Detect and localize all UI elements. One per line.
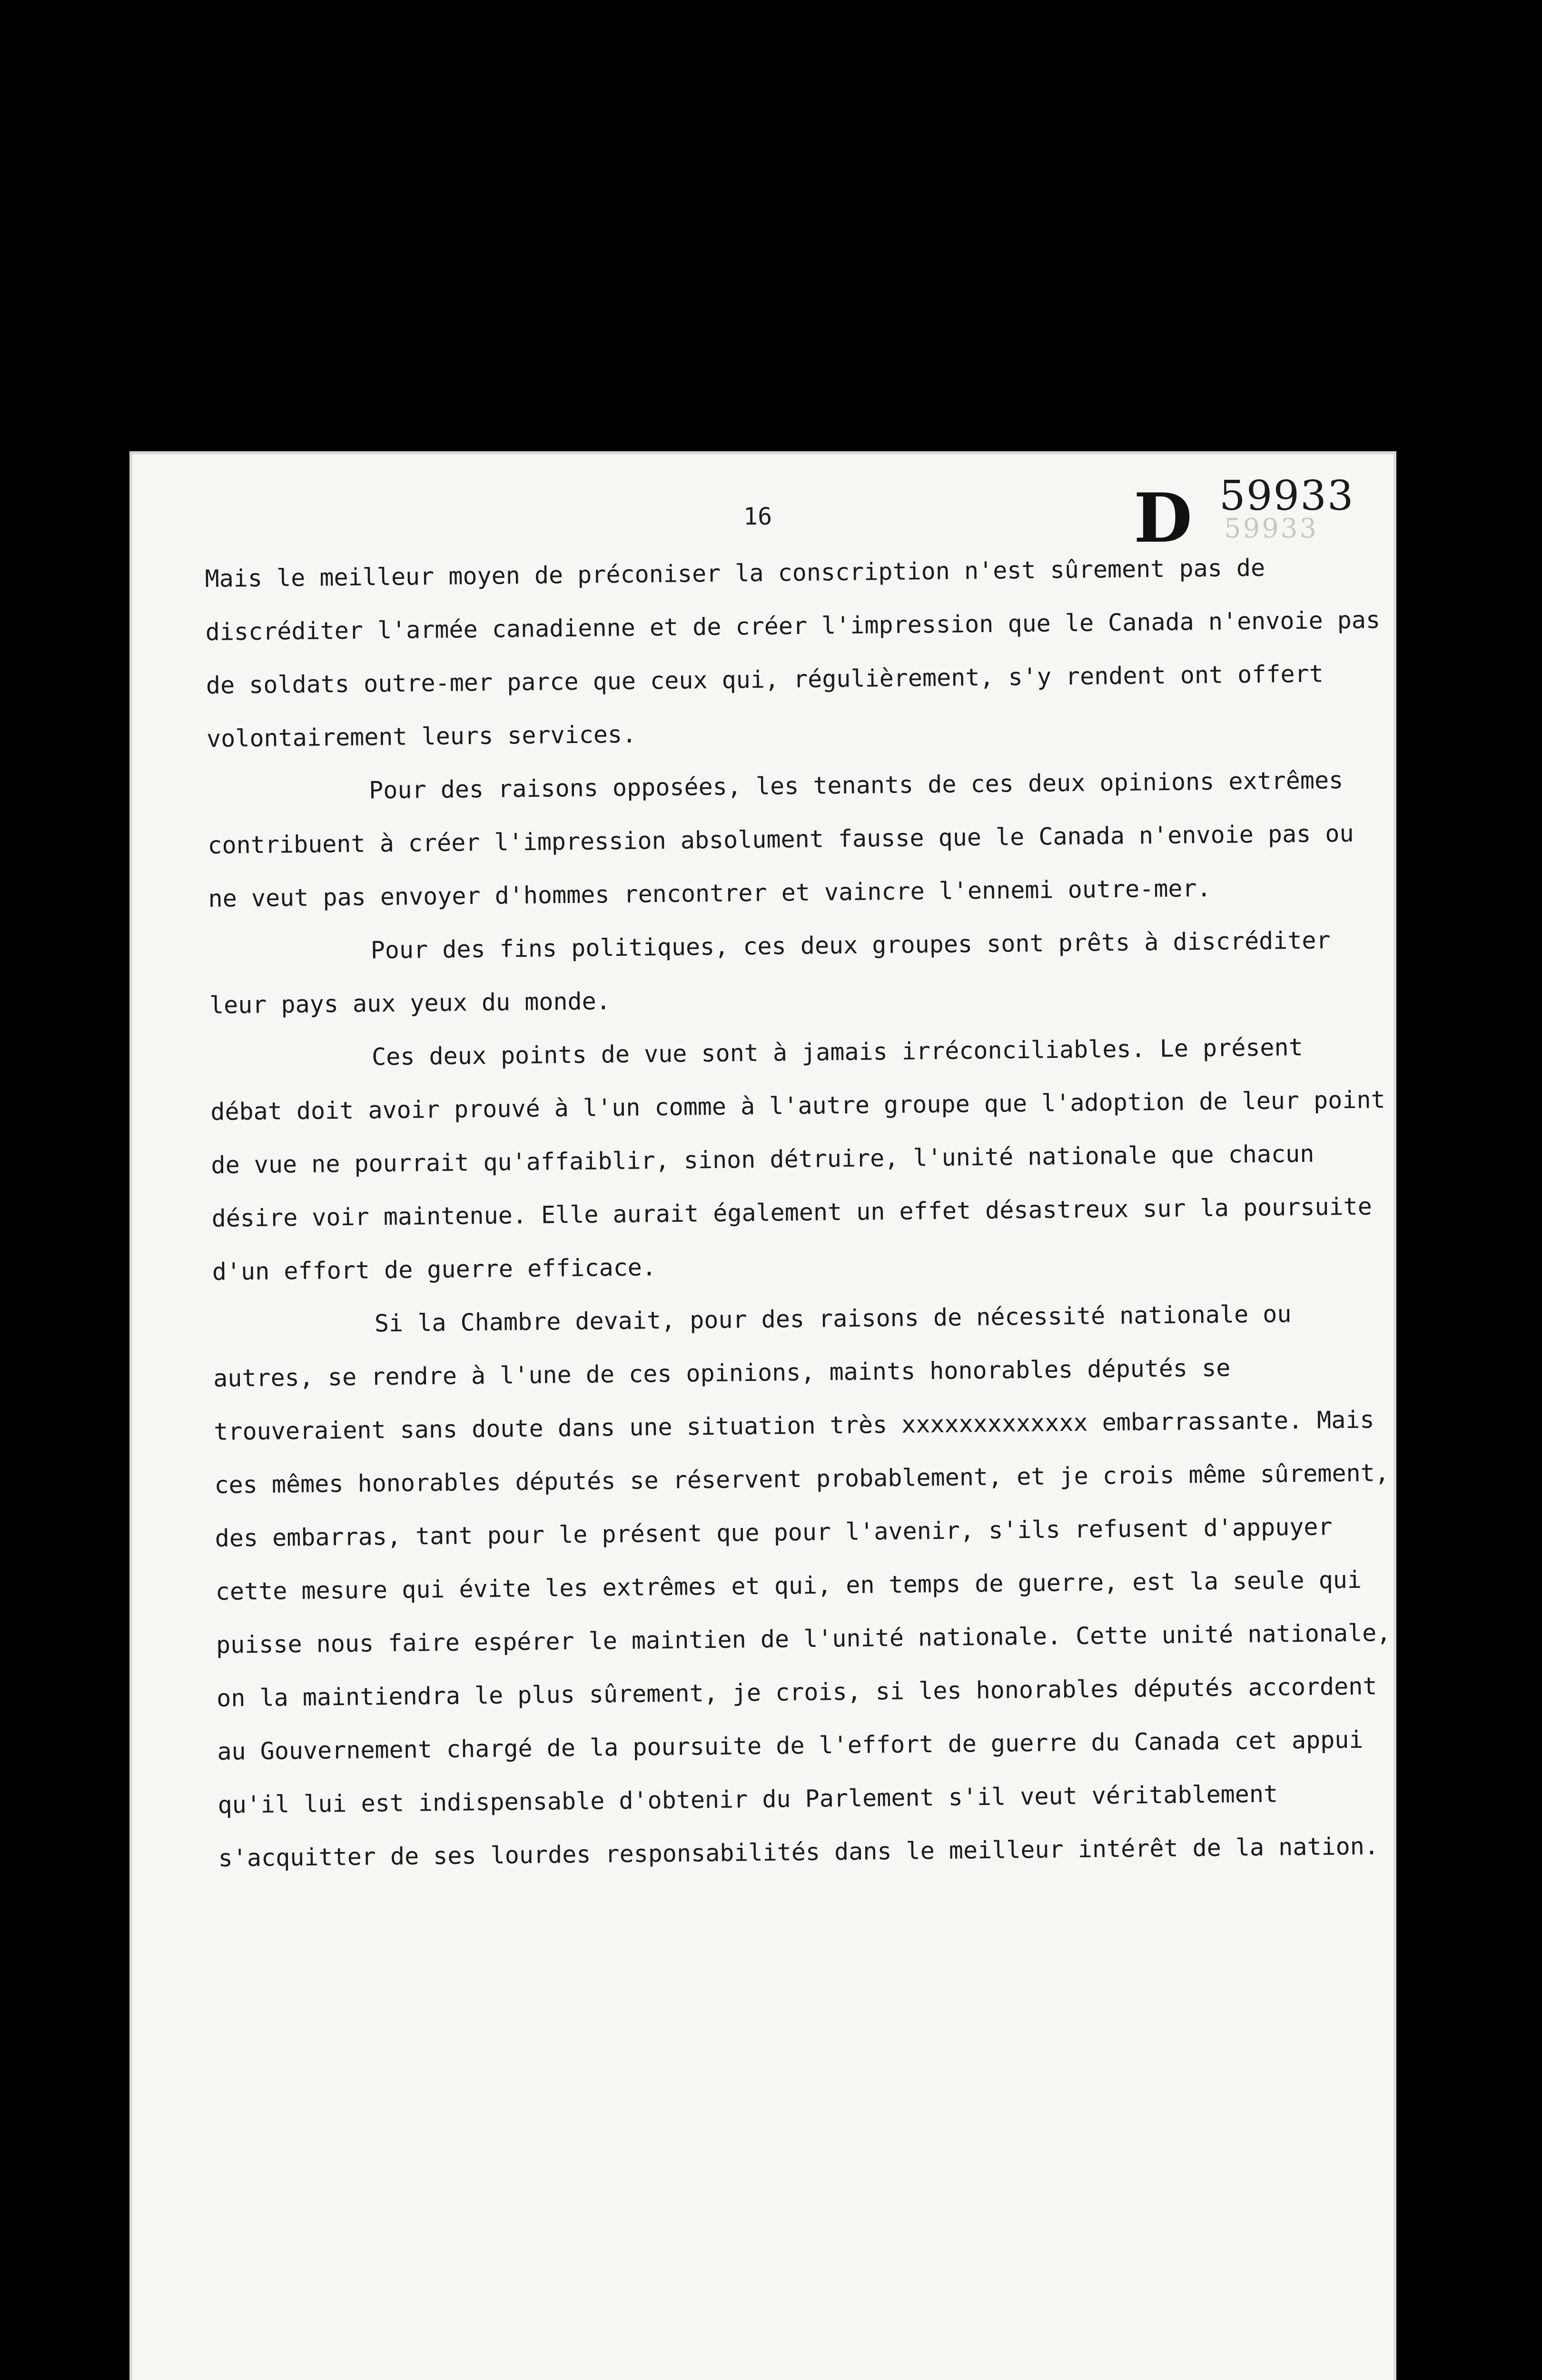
paragraph-3: Pour des fins politiques, ces deux groupes sont prêts à discréditer leur pays aux yeux du monde. [209,926,1345,1019]
archive-stamp-ghost-number: 59933 [1224,513,1319,544]
document-page [129,451,1405,2380]
paragraph-4: Ces deux points de vue sont à jamais irréconciliables. Le présent débat doit avoir prouvé à l'un comme à l'autre groupe que l'adoption de leur point de vue ne pourrait qu'affaiblir, sinon détruire, l'unité nationale que chacun désire voir maintenue. Elle aurait également un effet désastreux sur la poursuite d'un effort de guerre efficace. [210,1033,1400,1286]
page-number: 16 [743,503,772,530]
paragraph-5: Si la Chambre devait, pour des raisons de nécessité nationale ou autres, se rendre à l'une de ces opinions, maints honorables députés se trouveraient sans doute dans une situation très xxxxxxxxxxxxx embarrassante. Mais ces mêmes honorables députés se réservent probablement, et je crois même sûrement, des embarras, tant pour le présent que pour l'avenir, s'ils refusent d'appuyer cette mesure qui évite les extrêmes et qui, en temps de guerre, est la seule qui puisse nous faire espérer le maintien de l'unité nationale. Cette unité nationale, on la maintiendra le plus sûrement, je crois, si les honorables députés accordent au Gouvernement chargé de la poursuite de l'effort de guerre du Canada cet appui qu'il lui est indispensable d'obtenir du Parlement s'il veut véritablement s'acquitter de ses lourdes responsabilités dans le meilleur intérêt de la nation. [213,1299,1405,1872]
document-body [205,540,1405,1885]
paragraph-2: Pour des raisons opposées, les tenants de ces deux opinions extrêmes contribuent à créer l'impression absolument fausse que le Canada n'envoie pas ou ne veut pas envoyer d'hommes rencontrer et vaincre l'ennemi outre-mer. [208,766,1368,912]
archive-stamp-letter: D [1134,479,1193,558]
archive-stamp-number: 59933 [1219,472,1354,520]
paragraph-1: Mais le meilleur moyen de préconiser la conscription n'est sûrement pas de discréditer l'armée canadienne et de créer l'impression que le Canada n'envoie pas de soldats outre-mer parce que ceux qui, régulièrement, s'y rendent ont offert volontairement leurs services. [205,554,1395,753]
